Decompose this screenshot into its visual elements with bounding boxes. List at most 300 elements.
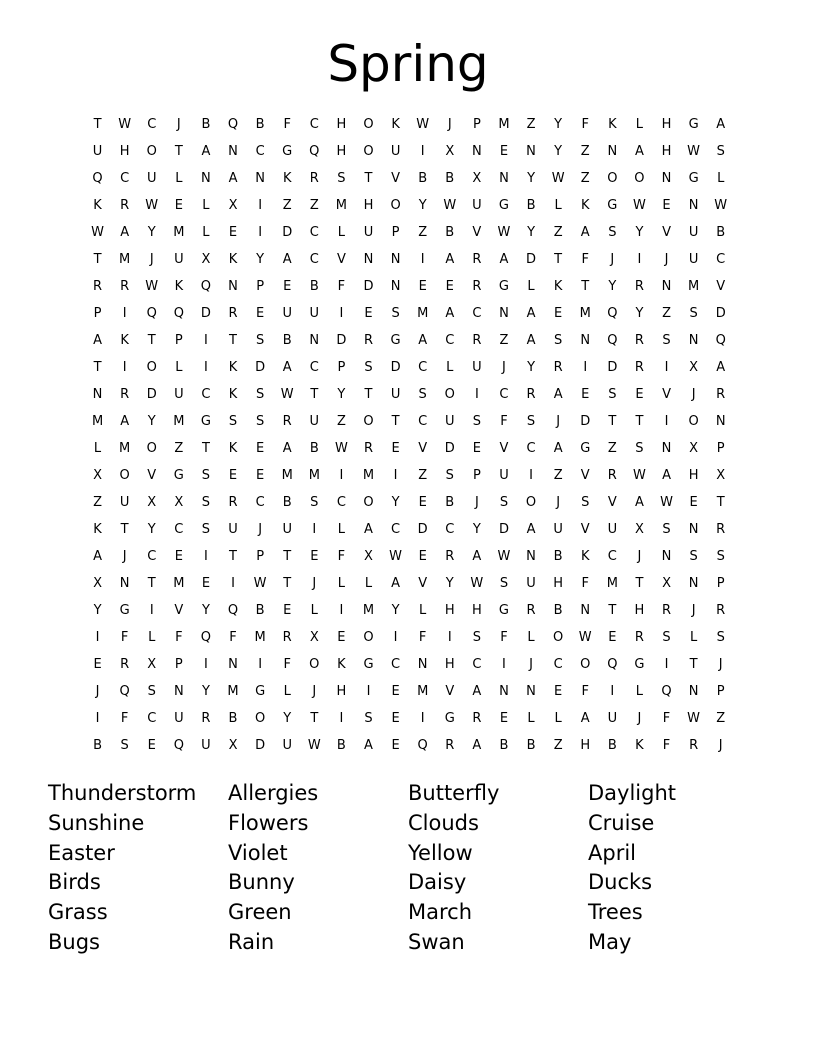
grid-letter: A — [526, 306, 536, 321]
grid-letter: L — [446, 360, 454, 375]
grid-letter: N — [173, 684, 184, 699]
grid-letter: Y — [93, 603, 102, 618]
grid-letter: L — [635, 117, 644, 132]
grid-letter: P — [472, 117, 481, 132]
grid-letter: B — [201, 117, 211, 132]
grid-letter: I — [204, 360, 208, 375]
grid-letter: X — [93, 576, 102, 591]
grid-letter: N — [688, 522, 699, 537]
grid-letter: U — [499, 468, 509, 483]
word-list-item: Butterfly — [408, 781, 500, 805]
grid-letter: F — [337, 549, 346, 564]
grid-letter: I — [339, 306, 344, 321]
grid-letter: Z — [553, 468, 563, 483]
grid-letter: D — [336, 333, 347, 348]
grid-letter: X — [472, 171, 482, 186]
grid-letter: G — [444, 711, 455, 726]
grid-letter: M — [688, 279, 700, 294]
grid-letter: B — [553, 549, 563, 564]
grid-letter: L — [364, 576, 373, 591]
grid-letter: K — [608, 117, 617, 132]
grid-letter: C — [120, 171, 130, 186]
grid-letter: Q — [607, 306, 618, 321]
grid-letter: I — [637, 252, 642, 267]
word-list-item: May — [588, 929, 632, 954]
grid-letter: O — [553, 630, 564, 645]
grid-letter: Q — [146, 306, 157, 321]
grid-row — [84, 246, 735, 273]
grid-letter: Q — [607, 333, 618, 348]
grid-letter: Y — [391, 603, 400, 618]
grid-letter: A — [580, 711, 590, 726]
grid-letter: A — [580, 225, 590, 240]
grid-letter: V — [580, 522, 590, 537]
grid-letter: O — [146, 441, 157, 456]
grid-letter: L — [635, 684, 644, 699]
grid-letter: L — [689, 630, 698, 645]
grid-letter: W — [714, 198, 728, 213]
grid-letter: R — [120, 279, 130, 294]
grid-letter: L — [337, 225, 346, 240]
grid-letter: A — [418, 333, 428, 348]
grid-letter: I — [664, 414, 669, 429]
grid-letter: Y — [201, 603, 210, 618]
grid-letter: S — [364, 711, 373, 726]
grid-letter: J — [312, 684, 317, 699]
grid-letter: N — [499, 684, 509, 699]
grid-letter: Z — [716, 711, 726, 726]
grid-letter: N — [201, 171, 211, 186]
grid-letter: G — [498, 603, 509, 618]
grid-letter: N — [661, 441, 672, 456]
grid-letter: E — [201, 576, 211, 591]
grid-letter: S — [201, 522, 211, 537]
grid-letter: E — [256, 441, 265, 456]
grid-letter: E — [418, 549, 427, 564]
grid-letter: I — [420, 144, 425, 159]
grid-letter: U — [201, 738, 211, 753]
grid-letter: L — [554, 198, 562, 213]
grid-letter: L — [717, 171, 725, 186]
grid-letter: U — [472, 360, 482, 375]
grid-letter: F — [120, 711, 129, 726]
grid-letter: O — [580, 657, 591, 672]
grid-row — [84, 489, 735, 516]
grid-letter: R — [634, 360, 644, 375]
grid-letter: S — [255, 414, 265, 429]
grid-letter: A — [634, 495, 644, 510]
grid-letter: R — [607, 468, 617, 483]
grid-letter: M — [281, 468, 293, 483]
grid-letter: T — [93, 360, 102, 375]
word-list-item: Cruise — [588, 810, 655, 835]
grid-letter: Y — [201, 684, 210, 699]
grid-letter: U — [174, 711, 184, 726]
grid-letter: R — [282, 630, 292, 645]
grid-letter: K — [228, 441, 238, 456]
grid-letter: T — [201, 441, 210, 456]
grid-letter: O — [119, 468, 130, 483]
grid-letter: X — [689, 441, 699, 456]
grid-letter: K — [93, 522, 102, 537]
grid-letter: M — [91, 414, 104, 429]
grid-letter: M — [417, 306, 429, 321]
grid-letter: A — [201, 144, 211, 159]
grid-letter: X — [147, 657, 157, 672]
grid-letter: C — [309, 117, 319, 132]
grid-letter: E — [554, 306, 563, 321]
grid-letter: C — [391, 657, 401, 672]
grid-letter: W — [253, 576, 267, 591]
grid-letter: S — [662, 630, 671, 645]
grid-letter: Y — [472, 522, 481, 537]
grid-letter: V — [472, 225, 482, 240]
grid-letter: D — [498, 522, 509, 537]
grid-letter: S — [716, 144, 725, 159]
grid-letter: E — [472, 441, 481, 456]
grid-letter: I — [339, 711, 344, 726]
grid-letter: Y — [147, 522, 156, 537]
grid-letter: E — [391, 738, 400, 753]
grid-letter: E — [418, 495, 427, 510]
grid-letter: S — [364, 360, 373, 375]
grid-row — [84, 570, 735, 597]
grid-letter: C — [201, 387, 211, 402]
grid-letter: J — [122, 549, 127, 564]
grid-letter: R — [282, 414, 292, 429]
grid-letter: H — [444, 603, 455, 618]
grid-letter: G — [390, 333, 401, 348]
grid-letter: A — [282, 360, 292, 375]
grid-letter: Y — [554, 117, 563, 132]
grid-letter: H — [336, 144, 347, 159]
grid-letter: T — [93, 117, 102, 132]
grid-letter: Y — [635, 225, 644, 240]
grid-letter: E — [147, 738, 156, 753]
grid-letter: X — [309, 630, 319, 645]
word-list-item: Flowers — [228, 810, 309, 835]
grid-letter: C — [309, 225, 319, 240]
grid-letter: S — [445, 468, 454, 483]
grid-letter: G — [255, 684, 266, 699]
grid-letter: T — [364, 171, 373, 186]
grid-letter: Q — [715, 333, 726, 348]
grid-letter: F — [175, 630, 183, 645]
grid-letter: P — [93, 306, 102, 321]
grid-letter: D — [363, 279, 374, 294]
grid-letter: A — [391, 576, 401, 591]
grid-letter: C — [445, 522, 455, 537]
grid-letter: D — [146, 387, 157, 402]
grid-letter: N — [526, 549, 536, 564]
grid-letter: O — [309, 657, 320, 672]
grid-letter: M — [173, 576, 185, 591]
grid-letter: Y — [256, 252, 265, 267]
grid-letter: V — [662, 387, 671, 402]
grid-letter: I — [447, 630, 452, 645]
grid-letter: H — [553, 576, 564, 591]
grid-letter: U — [282, 522, 292, 537]
grid-letter: A — [716, 117, 726, 132]
word-list-item: Daisy — [408, 870, 467, 895]
grid-letter: D — [526, 252, 537, 267]
grid-letter: A — [472, 684, 482, 699]
grid-row — [84, 408, 735, 435]
grid-letter: A — [662, 468, 671, 483]
grid-letter: R — [363, 333, 373, 348]
word-list-item: Yellow — [408, 840, 473, 865]
grid-letter: S — [689, 306, 698, 321]
grid-letter: Z — [499, 333, 509, 348]
word-list-item: Sunshine — [48, 810, 145, 835]
grid-letter: K — [228, 360, 238, 375]
grid-row — [84, 273, 735, 300]
grid-letter: R — [634, 630, 644, 645]
grid-letter: P — [174, 333, 183, 348]
grid-letter: R — [716, 522, 726, 537]
grid-letter: I — [122, 360, 127, 375]
grid-letter: E — [174, 549, 183, 564]
grid-letter: N — [363, 252, 374, 267]
grid-letter: L — [337, 522, 346, 537]
grid-letter: L — [419, 603, 427, 618]
grid-letter: S — [581, 495, 590, 510]
grid-letter: Y — [554, 144, 563, 159]
grid-letter: B — [255, 603, 265, 618]
grid-letter: S — [472, 414, 481, 429]
grid-letter: Z — [526, 117, 536, 132]
grid-letter: N — [228, 144, 238, 159]
grid-row — [84, 111, 735, 138]
grid-letter: P — [337, 360, 346, 375]
grid-letter: R — [553, 360, 563, 375]
grid-letter: X — [201, 252, 211, 267]
grid-letter: T — [310, 711, 319, 726]
grid-letter: R — [445, 738, 455, 753]
grid-letter: T — [364, 387, 373, 402]
grid-letter: Z — [418, 468, 428, 483]
grid-letter: X — [174, 495, 184, 510]
grid-letter: S — [635, 441, 644, 456]
grid-letter: M — [119, 441, 131, 456]
grid-letter: N — [661, 549, 672, 564]
grid-letter: Q — [200, 279, 212, 294]
grid-letter: C — [309, 360, 319, 375]
grid-letter: A — [282, 441, 292, 456]
grid-letter: C — [553, 657, 563, 672]
grid-letter: S — [716, 630, 725, 645]
grid-letter: L — [175, 360, 183, 375]
grid-letter: C — [174, 522, 184, 537]
grid-letter: S — [662, 333, 671, 348]
grid-letter: T — [283, 549, 292, 564]
grid-letter: O — [634, 171, 645, 186]
grid-letter: B — [418, 171, 428, 186]
grid-letter: Y — [391, 495, 400, 510]
grid-letter: Y — [527, 360, 536, 375]
grid-letter: S — [499, 576, 509, 591]
grid-letter: Z — [174, 441, 184, 456]
grid-row — [84, 192, 735, 219]
grid-letter: A — [716, 360, 726, 375]
word-list-item: Trees — [588, 900, 643, 925]
grid-row — [84, 327, 735, 354]
grid-letter: D — [580, 414, 591, 429]
grid-letter: J — [610, 252, 615, 267]
grid-letter: C — [336, 495, 346, 510]
grid-letter: V — [580, 468, 590, 483]
grid-letter: C — [418, 360, 428, 375]
grid-letter: B — [93, 738, 102, 753]
grid-letter: O — [444, 387, 455, 402]
grid-letter: R — [309, 171, 319, 186]
grid-letter: W — [118, 117, 132, 132]
grid-letter: I — [149, 603, 154, 618]
grid-letter: X — [689, 360, 699, 375]
word-list-item: Bunny — [228, 870, 295, 895]
grid-letter: R — [201, 711, 211, 726]
grid-letter: Z — [580, 144, 590, 159]
grid-letter: Y — [147, 225, 156, 240]
grid-letter: Z — [553, 225, 563, 240]
grid-letter: S — [201, 495, 211, 510]
grid-letter: T — [554, 252, 563, 267]
grid-letter: I — [312, 522, 317, 537]
grid-letter: T — [635, 414, 644, 429]
grid-letter: S — [310, 495, 319, 510]
grid-letter: R — [120, 657, 130, 672]
grid-letter: E — [499, 711, 509, 726]
grid-letter: R — [634, 333, 644, 348]
grid-letter: H — [634, 603, 645, 618]
grid-letter: V — [336, 252, 346, 267]
grid-letter: O — [525, 495, 537, 510]
grid-letter: Q — [92, 171, 103, 186]
grid-letter: S — [228, 414, 238, 429]
grid-letter: N — [580, 333, 591, 348]
grid-letter: E — [256, 306, 265, 321]
grid-letter: E — [283, 279, 292, 294]
grid-letter: E — [418, 279, 427, 294]
grid-letter: X — [445, 144, 455, 159]
grid-letter: N — [309, 333, 320, 348]
grid-letter: L — [202, 198, 210, 213]
grid-letter: I — [664, 657, 669, 672]
grid-letter: L — [93, 441, 102, 456]
grid-letter: C — [147, 711, 157, 726]
grid-row — [84, 300, 735, 327]
grid-letter: V — [418, 576, 428, 591]
grid-letter: Q — [417, 738, 428, 753]
grid-letter: G — [688, 171, 699, 186]
grid-row — [84, 597, 735, 624]
grid-row — [84, 354, 735, 381]
grid-letter: W — [145, 279, 159, 294]
grid-letter: A — [526, 333, 536, 348]
grid-letter: R — [526, 387, 536, 402]
grid-letter: R — [445, 549, 455, 564]
grid-letter: I — [474, 387, 479, 402]
grid-letter: J — [691, 603, 696, 618]
grid-letter: S — [120, 738, 129, 753]
grid-letter: I — [258, 225, 263, 240]
grid-letter: R — [472, 252, 482, 267]
grid-letter: H — [336, 117, 347, 132]
grid-letter: I — [664, 360, 669, 375]
grid-letter: F — [581, 576, 589, 591]
grid-letter: U — [688, 225, 699, 240]
grid-letter: G — [580, 441, 591, 456]
grid-letter: T — [581, 279, 590, 294]
grid-letter: V — [445, 684, 455, 699]
grid-letter: N — [499, 306, 509, 321]
grid-letter: K — [228, 252, 238, 267]
grid-letter: K — [93, 198, 102, 213]
grid-letter: O — [607, 171, 618, 186]
grid-letter: Z — [93, 495, 102, 510]
grid-letter: N — [119, 576, 130, 591]
grid-letter: U — [146, 171, 157, 186]
grid-letter: S — [418, 387, 427, 402]
grid-letter: U — [553, 522, 563, 537]
grid-letter: S — [147, 684, 156, 699]
word-list — [48, 779, 768, 958]
grid-letter: U — [309, 414, 320, 429]
grid-letter: X — [228, 198, 238, 213]
grid-letter: R — [228, 495, 238, 510]
grid-letter: A — [445, 306, 455, 321]
grid-letter: A — [364, 522, 373, 537]
grid-row — [84, 732, 735, 759]
grid-letter: P — [256, 549, 265, 564]
grid-letter: Z — [580, 171, 590, 186]
grid-letter: R — [472, 711, 482, 726]
grid-letter: Y — [418, 198, 427, 213]
grid-letter: N — [228, 657, 238, 672]
grid-row — [84, 381, 735, 408]
grid-letter: B — [607, 738, 617, 753]
grid-letter: F — [581, 252, 589, 267]
grid-letter: X — [228, 738, 238, 753]
word-list-item: Allergies — [228, 781, 319, 805]
grid-letter: U — [363, 225, 374, 240]
grid-letter: B — [336, 738, 346, 753]
grid-letter: V — [174, 603, 184, 618]
grid-letter: K — [282, 171, 292, 186]
grid-letter: C — [255, 495, 265, 510]
grid-letter: A — [282, 252, 292, 267]
grid-letter: T — [174, 144, 183, 159]
grid-letter: B — [499, 738, 509, 753]
grid-letter: G — [498, 279, 509, 294]
grid-letter: W — [389, 549, 402, 564]
grid-letter: A — [526, 522, 536, 537]
grid-letter: B — [282, 495, 292, 510]
grid-letter: M — [119, 252, 131, 267]
grid-letter: S — [255, 333, 265, 348]
grid-letter: F — [500, 414, 508, 429]
grid-letter: R — [661, 603, 672, 618]
grid-letter: I — [393, 630, 398, 645]
grid-letter: B — [309, 441, 319, 456]
grid-letter: J — [637, 711, 642, 726]
grid-letter: U — [282, 738, 292, 753]
grid-letter: A — [120, 225, 130, 240]
grid-letter: V — [607, 495, 617, 510]
grid-letter: M — [606, 576, 618, 591]
grid-letter: D — [390, 360, 401, 375]
grid-letter: C — [472, 306, 482, 321]
